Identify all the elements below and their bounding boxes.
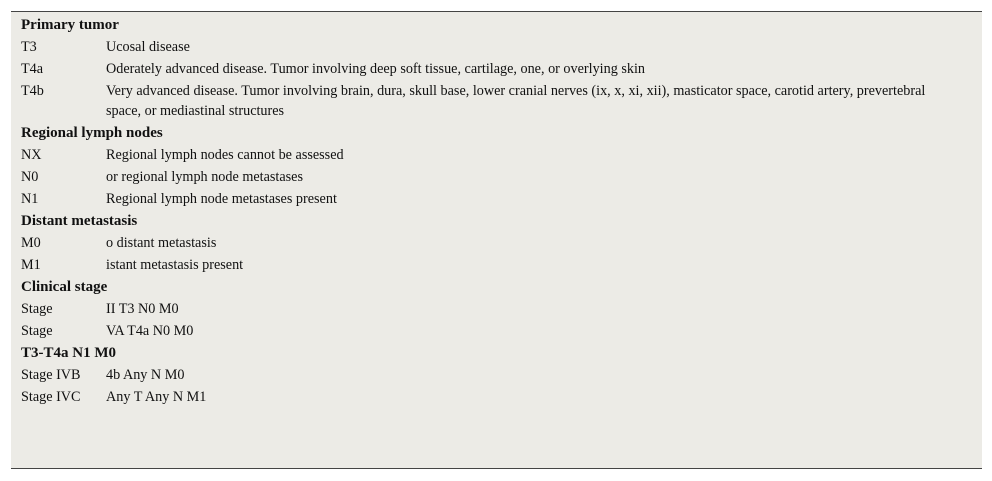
- table-row: [11, 145, 982, 165]
- table-row: [11, 255, 982, 275]
- table-body: [11, 12, 982, 407]
- row-value: Ucosal disease: [106, 39, 190, 55]
- row-key: Stage: [21, 301, 53, 317]
- row-key: M0: [21, 235, 41, 251]
- row-value: o distant metastasis: [106, 235, 217, 251]
- section-t3-t4a-n1-m0: [11, 343, 982, 407]
- table-row: [11, 365, 982, 385]
- staging-table: [11, 11, 982, 469]
- table-row: [11, 81, 982, 121]
- row-key: T3: [21, 39, 37, 55]
- row-value: II T3 N0 M0: [106, 301, 179, 317]
- row-key: N0: [21, 169, 39, 185]
- table-row: [11, 37, 982, 57]
- row-value: VA T4a N0 M0: [106, 323, 194, 339]
- row-value: or regional lymph node metastases: [106, 169, 303, 185]
- table-row: [11, 233, 982, 253]
- table-row: [11, 167, 982, 187]
- table-row: [11, 321, 982, 341]
- section-title: Regional lymph nodes: [21, 125, 163, 141]
- section-title: Primary tumor: [21, 17, 119, 33]
- row-value: Oderately advanced disease. Tumor involving deep soft tissue, cartilage, one, or overlying skin: [106, 61, 645, 77]
- row-key: T4a: [21, 61, 44, 77]
- row-value: istant metastasis present: [106, 257, 244, 273]
- section-clinical-stage: [11, 277, 982, 341]
- section-distant-metastasis: [11, 211, 982, 275]
- table-row: [11, 387, 982, 407]
- row-key: NX: [21, 147, 42, 163]
- row-key: Stage IVB: [21, 367, 81, 383]
- row-key: N1: [21, 191, 39, 207]
- table-row: [11, 59, 982, 79]
- section-primary-tumor: [11, 15, 982, 121]
- row-value: Any T Any N M1: [106, 389, 207, 405]
- section-title: Clinical stage: [21, 279, 108, 295]
- row-key: Stage: [21, 323, 53, 339]
- row-value: Regional lymph node metastases present: [106, 191, 337, 207]
- row-key: T4b: [21, 83, 44, 99]
- row-value: Very advanced disease. Tumor involving brain, dura, skull base, lower cranial nerves (ix, x, xi, xii), masticator space, carotid artery, prevertebral space, or mediastinal structures: [106, 83, 926, 119]
- section-title: T3-T4a N1 M0: [21, 345, 116, 361]
- section-title: Distant metastasis: [21, 213, 138, 229]
- table-row: [11, 189, 982, 209]
- row-value: Regional lymph nodes cannot be assessed: [106, 147, 344, 163]
- section-regional-lymph-nodes: [11, 123, 982, 209]
- row-key: Stage IVC: [21, 389, 81, 405]
- row-key: M1: [21, 257, 41, 273]
- row-value: 4b Any N M0: [106, 367, 185, 383]
- table-row: [11, 299, 982, 319]
